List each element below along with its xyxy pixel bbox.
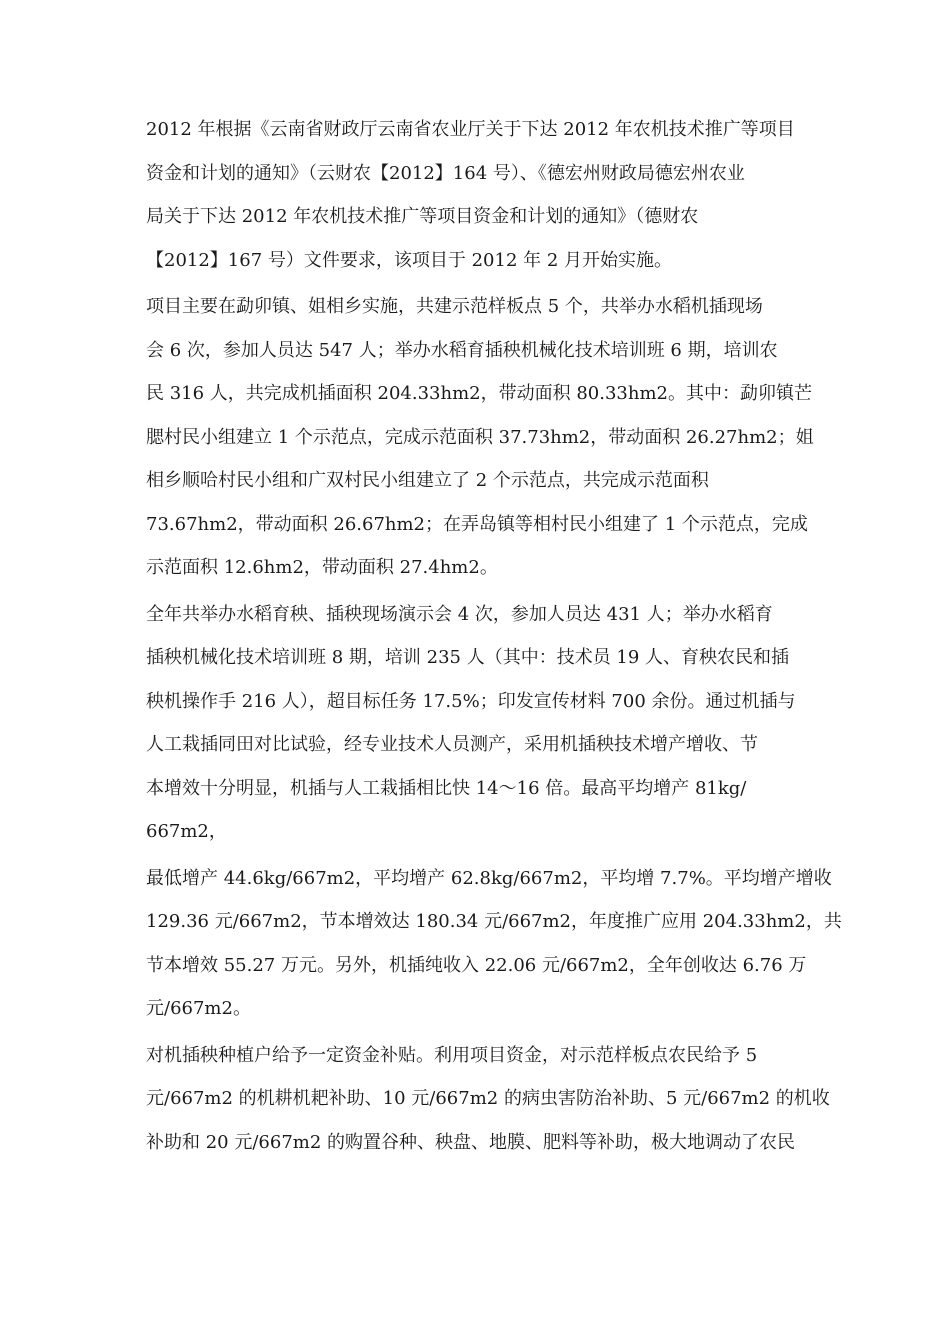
text-line: 相乡顺哈村民小组和广双村民小组建立了 2 个示范点，共完成示范面积 xyxy=(146,470,709,491)
paragraph-training-results xyxy=(146,593,810,854)
text-line: 秧机操作手 216 人），超目标任务 17.5%；印发宣传材料 700 余份。通过机插与 xyxy=(146,690,796,712)
text-line: 73.67hm2，带动面积 26.67hm2；在弄岛镇等相村民小组建了 1 个示范点，完成 xyxy=(146,513,808,535)
text-line: 【2012】167 号）文件要求，该项目于 2012 年 2 月开始实施。 xyxy=(146,249,673,271)
text-line: 局关于下达 2012 年农机技术推广等项目资金和计划的通知》（德财农 xyxy=(146,206,699,227)
text-line: 最低增产 44.6kg/667m2，平均增产 62.8kg/667m2，平均增 7.7%。平均增产增收 xyxy=(146,867,832,889)
text-line: 补助和 20 元/667m2 的购置谷种、秧盘、地膜、肥料等补助，极大地调动了农民 xyxy=(146,1131,796,1153)
text-line: 示范面积 12.6hm2，带动面积 27.4hm2。 xyxy=(146,557,498,578)
text-line: 节本增效 55.27 万元。另外，机插纯收入 22.06 元/667m2，全年创收达 6.76 万 xyxy=(146,954,807,976)
paragraph-implementation xyxy=(146,285,814,590)
text-line: 全年共举办水稻育秧、插秧现场演示会 4 次，参加人员达 431 人；举办水稻育 xyxy=(146,603,773,625)
paragraph-project-basis xyxy=(146,108,810,282)
text-line: 项目主要在勐卯镇、姐相乡实施，共建示范样板点 5 个，共举办水稻机插现场 xyxy=(146,296,763,317)
text-line: 插秧机械化技术培训班 8 期，培训 235 人（其中：技术员 19 人、育秧农民和插 xyxy=(146,647,790,668)
text-line: 129.36 元/667m2，节本增效达 180.34 元/667m2，年度推广应用 204.33hm2，共 xyxy=(146,911,842,932)
text-line: 资金和计划的通知》（云财农【2012】164 号）、《德宏州财政局德宏州农业 xyxy=(146,162,745,184)
text-line: 本增效十分明显，机插与人工栽插相比快 14～16 倍。最高平均增产 81kg/ xyxy=(146,777,747,799)
text-line: 会 6 次，参加人员达 547 人；举办水稻育插秧机械化技术培训班 6 期，培训农 xyxy=(146,339,778,361)
text-line: 2012 年根据《云南省财政厅云南省农业厅关于下达 2012 年农机技术推广等项目 xyxy=(146,119,795,140)
text-line: 民 316 人，共完成机插面积 204.33hm2，带动面积 80.33hm2。其中：勐卯镇芒 xyxy=(146,383,812,404)
text-line: 元/667m2。 xyxy=(146,998,251,1019)
document-body xyxy=(146,108,842,1167)
paragraph-yield-benefits xyxy=(146,857,842,1031)
text-line: 腮村民小组建立 1 个示范点，完成示范面积 37.73hm2，带动面积 26.27hm2；姐 xyxy=(146,426,814,448)
text-line: 元/667m2 的机耕机耙补助、10 元/667m2 的病虫害防治补助、5 元/667m2 的机收 xyxy=(146,1088,830,1109)
text-line: 对机插秧种植户给予一定资金补贴。利用项目资金，对示范样板点农民给予 5 xyxy=(146,1044,758,1066)
paragraph-subsidies xyxy=(146,1034,830,1165)
text-line: 667m2， xyxy=(146,821,227,842)
text-line: 人工栽插同田对比试验，经专业技术人员测产，采用机插秧技术增产增收、节 xyxy=(146,734,758,755)
